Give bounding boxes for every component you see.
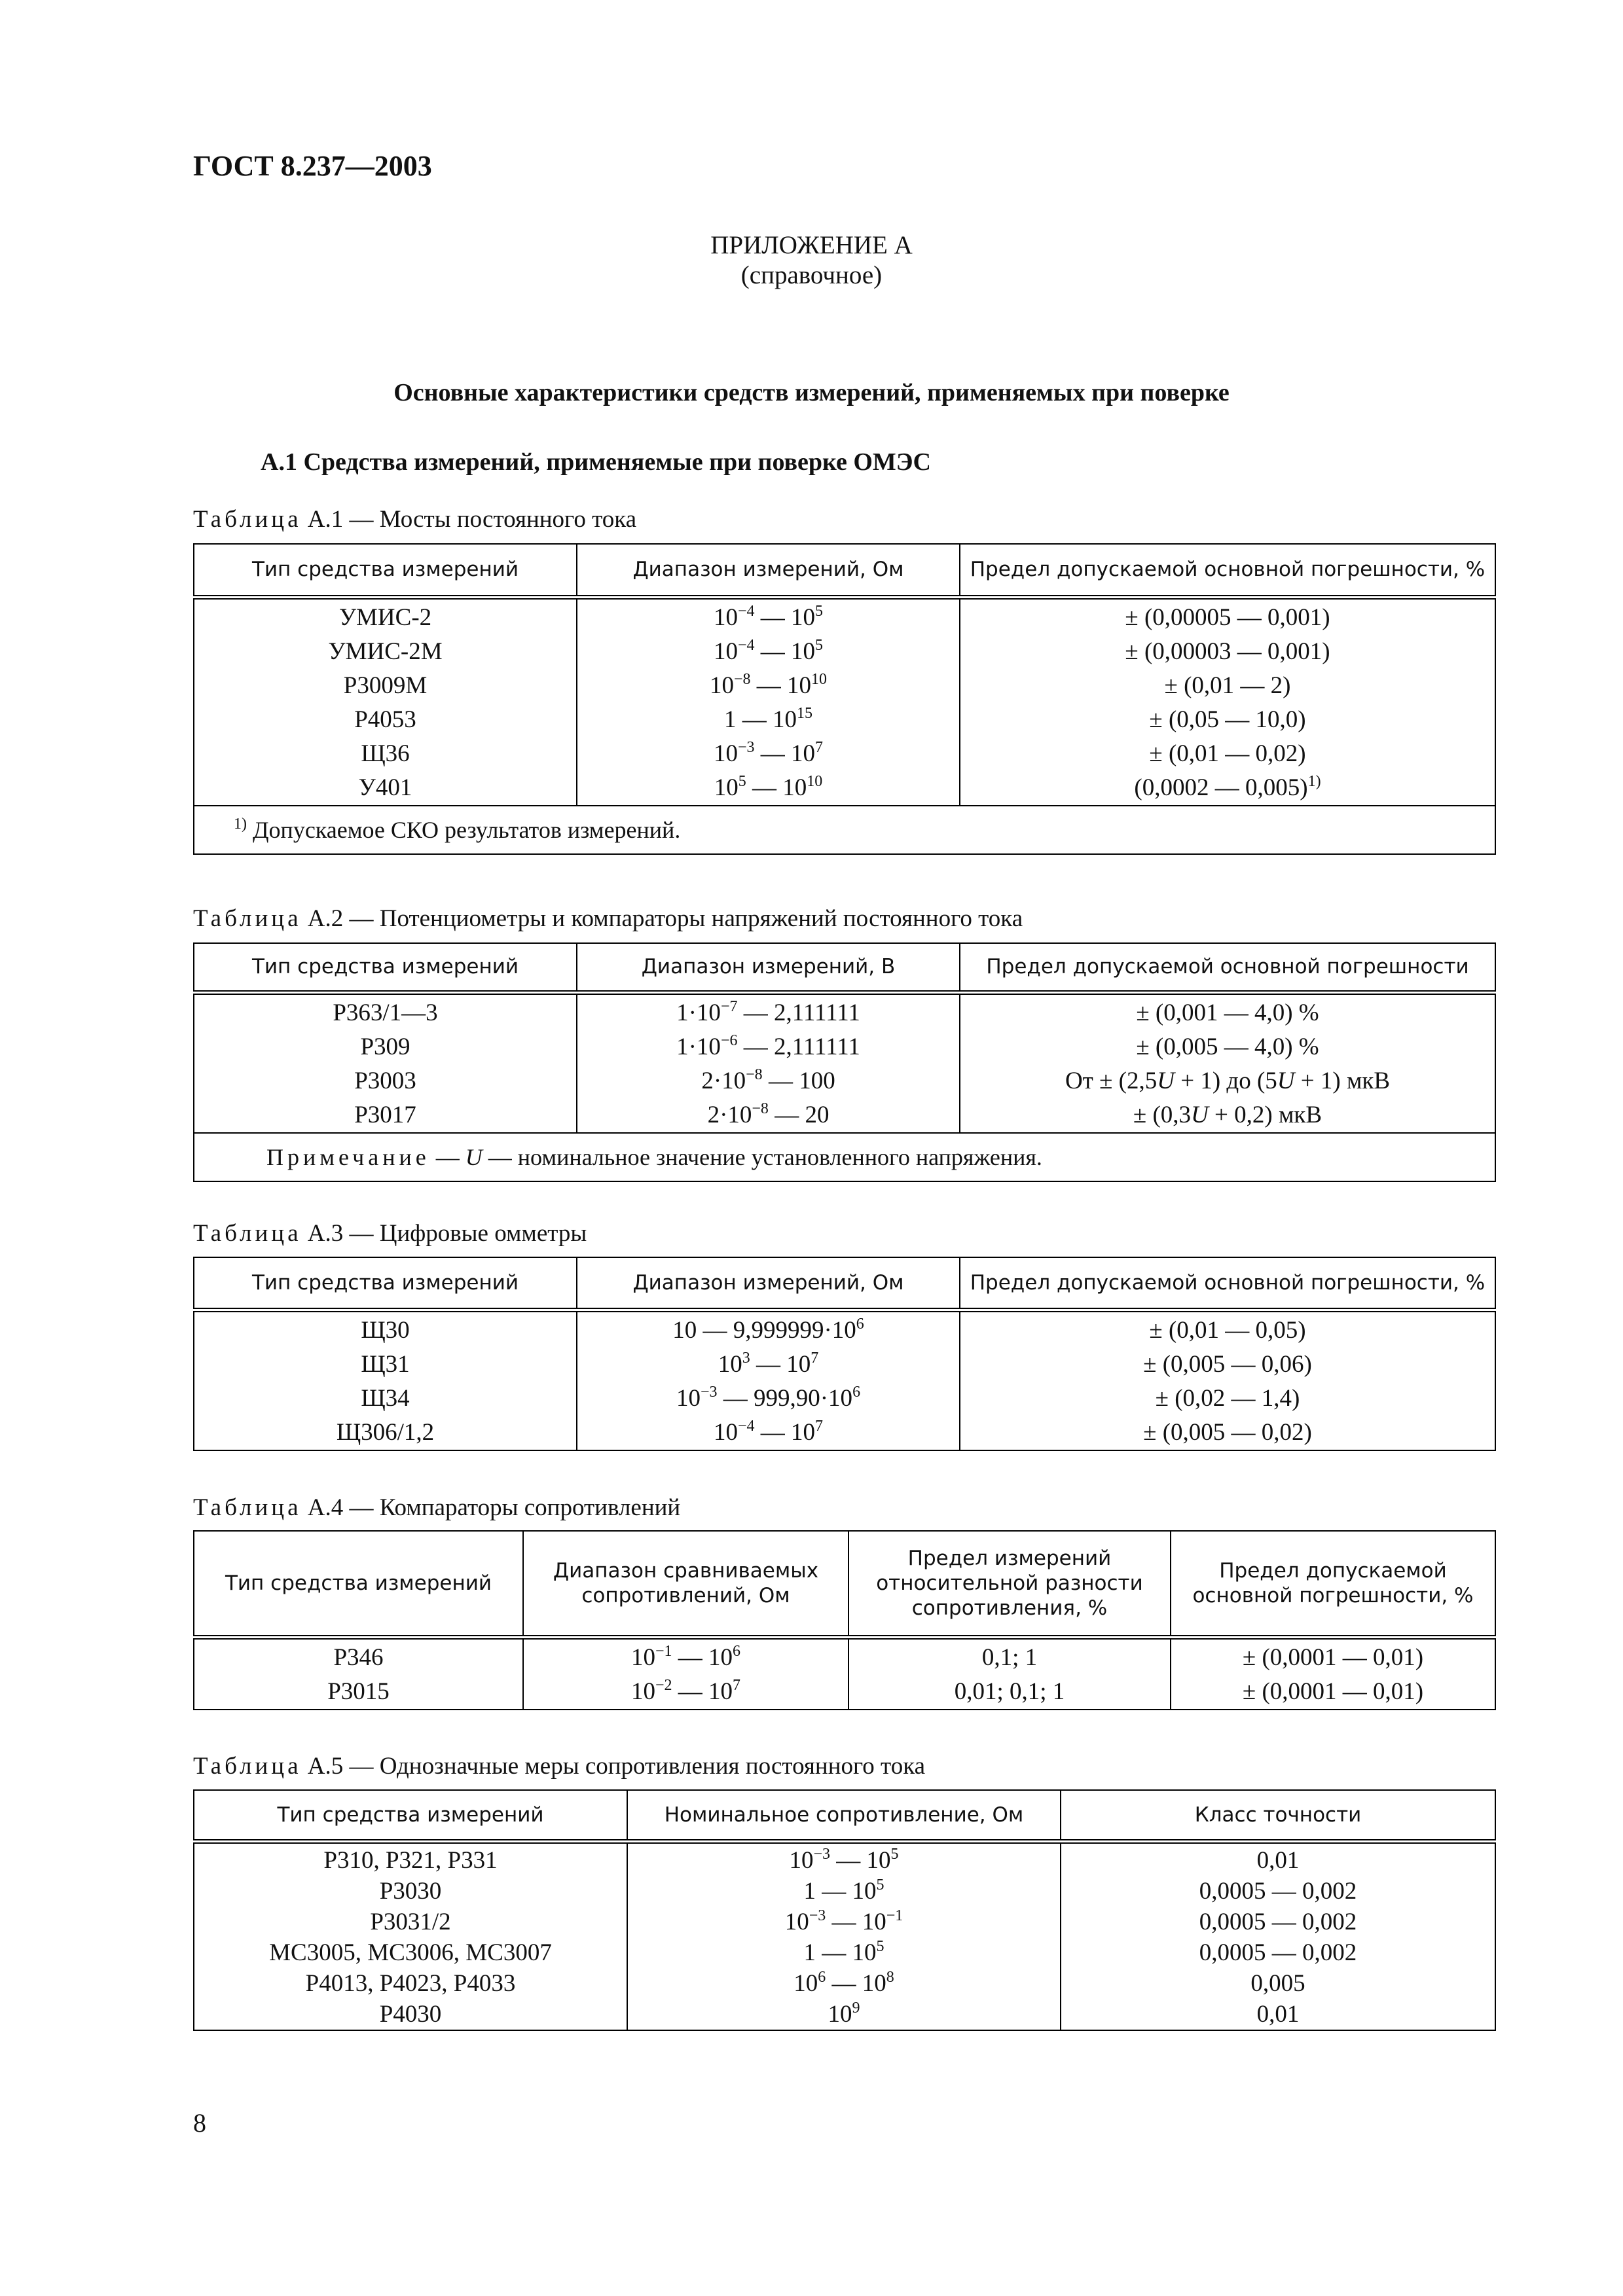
table-cell: $2\cdot 10^{-8}$ — 100 xyxy=(577,1064,960,1098)
table-cell: 0,01 xyxy=(1061,1999,1495,2030)
table-cell: $2\cdot 10^{-8}$ — 20 xyxy=(577,1098,960,1133)
table-cell: ± (0,00005 — 0,001) xyxy=(960,597,1495,635)
table-row xyxy=(194,1064,1495,1098)
table-cell: Р3030 xyxy=(194,1876,627,1907)
table-cell: ± (0,005 — 0,06) xyxy=(960,1348,1495,1382)
main-title: Основные характеристики средств измерений, применяемых при поверке xyxy=(393,379,1230,406)
table-cell: ± (0,01 — 0,05) xyxy=(960,1310,1495,1348)
table-cell: Р3031/2 xyxy=(194,1907,627,1937)
appendix-heading xyxy=(0,230,1623,291)
section-title: А.1 Средства измерений, применяемые при поверке ОМЭС xyxy=(261,448,931,476)
table-cell: Р310, Р321, Р331 xyxy=(194,1841,627,1876)
table-row xyxy=(194,1098,1495,1133)
table4-header: Предел допускаемой основной погрешности, % xyxy=(1171,1531,1495,1637)
table2 xyxy=(193,942,1496,1182)
table5-header: Класс точности xyxy=(1061,1790,1495,1841)
table-row xyxy=(194,1310,1495,1348)
table-cell: Р4030 xyxy=(194,1999,627,2030)
table5-header: Тип средства измерений xyxy=(194,1790,627,1841)
table-cell: Р3009М xyxy=(194,669,577,703)
table-cell: 0,0005 — 0,002 xyxy=(1061,1876,1495,1907)
table-cell: Р363/1—3 xyxy=(194,992,577,1030)
table-cell: $10^{-4}$ — $10^5$ xyxy=(577,635,960,669)
table-cell: 0,005 xyxy=(1061,1968,1495,1999)
table4 xyxy=(193,1530,1496,1710)
table-cell: $10^{-3}$ — $10^5$ xyxy=(627,1841,1061,1876)
table2-header: Предел допускаемой основной погрешности xyxy=(960,943,1495,992)
table-cell: Щ30 xyxy=(194,1310,577,1348)
appendix-subtitle: (справочное) xyxy=(740,261,883,289)
table-cell: ± (0,01 — 2) xyxy=(960,669,1495,703)
table-row xyxy=(194,992,1495,1030)
table-row xyxy=(194,1030,1495,1064)
table-row xyxy=(194,1841,1495,1876)
table-row xyxy=(194,1637,1495,1675)
table-cell: $10^{-4}$ — $10^5$ xyxy=(577,597,960,635)
table-cell: Щ31 xyxy=(194,1348,577,1382)
table-cell: $10^{-4}$ — $10^7$ xyxy=(577,1416,960,1450)
table-row xyxy=(194,1348,1495,1382)
table-cell: Р4053 xyxy=(194,703,577,737)
table-cell: $1\cdot 10^{-6}$ — 2,111111 xyxy=(577,1030,960,1064)
table-cell: 0,0005 — 0,002 xyxy=(1061,1937,1495,1968)
table-cell: 10 — $9,999999\cdot 10^6$ xyxy=(577,1310,960,1348)
table-cell: $10^{-1}$ — $10^6$ xyxy=(523,1637,848,1675)
table-cell: $10^{-3}$ — $10^7$ xyxy=(577,737,960,771)
table-cell: Р4013, Р4023, Р4033 xyxy=(194,1968,627,1999)
table-cell: $10^6$ — $10^8$ xyxy=(627,1968,1061,1999)
table-cell: УМИС-2М xyxy=(194,635,577,669)
table-row xyxy=(194,635,1495,669)
table-row xyxy=(194,1382,1495,1416)
table-cell: От ± (2,5U + 1) до (5U + 1) мкВ xyxy=(960,1064,1495,1098)
table-cell: $10^{-3}$ — $10^{-1}$ xyxy=(627,1907,1061,1937)
table-row xyxy=(194,1968,1495,1999)
table-cell: ± (0,005 — 0,02) xyxy=(960,1416,1495,1450)
table1-footnote: $^{1)}$ Допускаемое СКО результатов измерений. xyxy=(194,806,1495,854)
table-cell: ± (0,3U + 0,2) мкВ xyxy=(960,1098,1495,1133)
table-cell: ± (0,01 — 0,02) xyxy=(960,737,1495,771)
table-cell: Р309 xyxy=(194,1030,577,1064)
table-cell: ± (0,0001 — 0,01) xyxy=(1171,1675,1495,1710)
table-cell: УМИС-2 xyxy=(194,597,577,635)
table3-caption: Таблица А.3 — Цифровые омметры xyxy=(193,1220,587,1247)
table-row xyxy=(194,1999,1495,2030)
table-cell: ± (0,005 — 4,0) % xyxy=(960,1030,1495,1064)
table-cell: Р3015 xyxy=(194,1675,523,1710)
table-cell: $1\cdot 10^{-7}$ — 2,111111 xyxy=(577,992,960,1030)
table-cell: ± (0,001 — 4,0) % xyxy=(960,992,1495,1030)
table3-header: Диапазон измерений, Ом xyxy=(577,1257,960,1310)
table1-header: Диапазон измерений, Ом xyxy=(577,544,960,597)
table4-header: Предел измерений относительной разности сопротивления, % xyxy=(848,1531,1171,1637)
table2-header: Диапазон измерений, В xyxy=(577,943,960,992)
table-cell: ± (0,02 — 1,4) xyxy=(960,1382,1495,1416)
table-cell: $10^{-2}$ — $10^7$ xyxy=(523,1675,848,1710)
table-cell: МС3005, МС3006, МС3007 xyxy=(194,1937,627,1968)
table-row xyxy=(194,1675,1495,1710)
table-row xyxy=(194,737,1495,771)
table-row xyxy=(194,669,1495,703)
table4-caption: Таблица А.4 — Компараторы сопротивлений xyxy=(193,1494,681,1521)
table3 xyxy=(193,1257,1496,1451)
table-cell: Р346 xyxy=(194,1637,523,1675)
table-row xyxy=(194,1416,1495,1450)
table4-header: Диапазон сравниваемых сопротивлений, Ом xyxy=(523,1531,848,1637)
table-cell: ± (0,05 — 10,0) xyxy=(960,703,1495,737)
table3-header: Тип средства измерений xyxy=(194,1257,577,1310)
table-cell: $10^{-3}$ — $999,90\cdot 10^6$ xyxy=(577,1382,960,1416)
table-cell: 0,01; 0,1; 1 xyxy=(848,1675,1171,1710)
table-row xyxy=(194,597,1495,635)
table-row xyxy=(194,1907,1495,1937)
table-row xyxy=(194,1937,1495,1968)
table-cell: (0,0002 — 0,005)$^{1)}$ xyxy=(960,771,1495,806)
table-cell: 1 — $10^5$ xyxy=(627,1876,1061,1907)
table-cell: 0,01 xyxy=(1061,1841,1495,1876)
table3-header: Предел допускаемой основной погрешности, % xyxy=(960,1257,1495,1310)
document-code: ГОСТ 8.237—2003 xyxy=(193,150,432,182)
table-cell: Р3003 xyxy=(194,1064,577,1098)
table-cell: 1 — $10^5$ xyxy=(627,1937,1061,1968)
table-cell: У401 xyxy=(194,771,577,806)
table-row xyxy=(194,703,1495,737)
table2-header: Тип средства измерений xyxy=(194,943,577,992)
table-cell: $10^5$ — $10^{10}$ xyxy=(577,771,960,806)
table-cell: Р3017 xyxy=(194,1098,577,1133)
table-cell: ± (0,00003 — 0,001) xyxy=(960,635,1495,669)
table2-note: Примечание — U — номинальное значение установленного напряжения. xyxy=(194,1133,1495,1181)
table1 xyxy=(193,543,1496,855)
table-cell: 1 — $10^{15}$ xyxy=(577,703,960,737)
table-cell: $10^3$ — $10^7$ xyxy=(577,1348,960,1382)
table-row xyxy=(194,1876,1495,1907)
table5 xyxy=(193,1789,1496,2031)
page-number: 8 xyxy=(193,2108,206,2138)
table5-caption: Таблица А.5 — Однозначные меры сопротивления постоянного тока xyxy=(193,1753,926,1780)
table1-caption: Таблица А.1 — Мосты постоянного тока xyxy=(193,506,637,533)
table-cell: 0,1; 1 xyxy=(848,1637,1171,1675)
table-cell: — U — номинальное значение установленного напряжения. xyxy=(429,1143,1042,1170)
appendix-title: ПРИЛОЖЕНИЕ А xyxy=(710,231,913,259)
table1-header: Предел допускаемой основной погрешности, % xyxy=(960,544,1495,597)
table-cell: ± (0,0001 — 0,01) xyxy=(1171,1637,1495,1675)
table-cell: 0,0005 — 0,002 xyxy=(1061,1907,1495,1937)
table-row xyxy=(194,771,1495,806)
table-cell: $10^{-8}$ — $10^{10}$ xyxy=(577,669,960,703)
table1-header: Тип средства измерений xyxy=(194,544,577,597)
table-cell: $10^9$ xyxy=(627,1999,1061,2030)
table-cell: Щ36 xyxy=(194,737,577,771)
table2-caption: Таблица А.2 — Потенциометры и компараторы напряжений постоянного тока xyxy=(193,905,1023,932)
table4-header: Тип средства измерений xyxy=(194,1531,523,1637)
table-cell: Щ306/1,2 xyxy=(194,1416,577,1450)
table5-header: Номинальное сопротивление, Ом xyxy=(627,1790,1061,1841)
table-cell: Щ34 xyxy=(194,1382,577,1416)
